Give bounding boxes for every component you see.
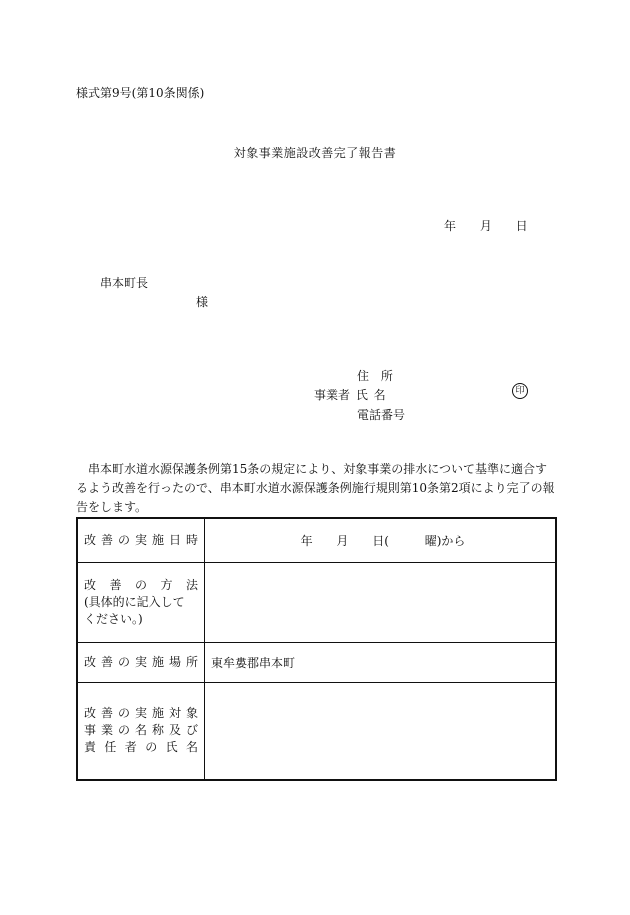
implementation-date-value[interactable]: 年 月 日( 曜)から [205,518,557,562]
seal-icon: 印 [512,383,528,399]
target-value[interactable] [205,682,557,780]
target-label-3: 責任者の氏名 [84,740,198,755]
report-date: 年 月 日 [444,219,528,233]
table-label-cell [77,518,205,562]
target-label-1: 改善の実施対象 [84,706,198,721]
method-label-note-1: (具体的に記入して [84,594,185,609]
address-label: 住 所 [357,369,393,383]
method-value[interactable] [205,562,557,642]
document-title: 対象事業施設改善完了報告書 [233,146,397,160]
method-label: 改善の方法 [84,577,198,592]
report-table [76,517,557,781]
table-label-cell [77,562,205,642]
location-label: 改善の実施場所 [84,654,198,669]
table-label-cell [77,682,205,780]
addressee-honorific: 様 [196,295,209,309]
table-row [77,562,556,642]
form-number: 様式第9号(第10条関係) [76,86,205,100]
implementation-date-label: 改善の実施日時 [84,532,198,547]
addressee-name: 串本町長 [100,276,149,290]
table-row [77,682,556,780]
target-label-2: 事業の名称及び [84,723,198,738]
report-body-text: 串本町水道水源保護条例第15条の規定により、対象事業の排水について基準に適合するよう改善を行ったので、串本町水道水源保護条例施行規則第10条第2項により完了の報告をします。 [76,462,555,514]
phone-label: 電話番号 [357,408,406,422]
table-row [77,518,556,562]
location-value[interactable]: 東牟婁郡串本町 [205,642,557,682]
table-label-cell [77,642,205,682]
table-row [77,642,556,682]
business-name-label: 事業者 氏 名 [314,388,386,402]
method-label-note-2: ください。) [84,611,143,626]
